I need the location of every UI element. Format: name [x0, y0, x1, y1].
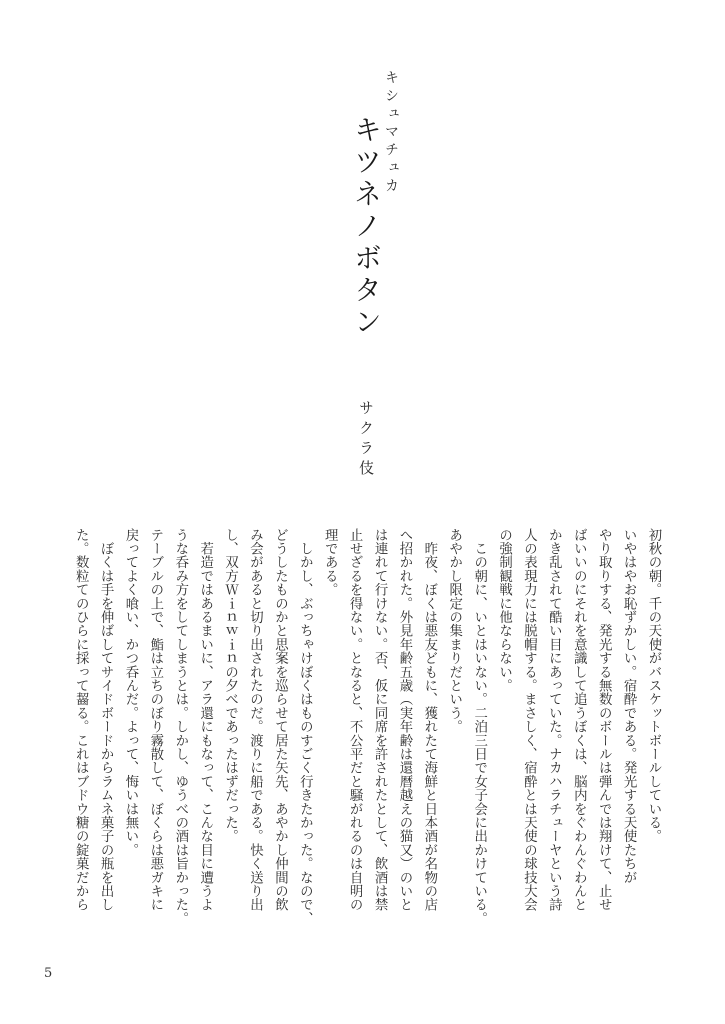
text-line: み会があると切り出されたのだ。渡りに船である。快く送り出	[247, 528, 263, 912]
text-line: 理である。	[322, 528, 338, 597]
text-line: テーブルの上で、鮨は立ちのぼり霧散して、ぼくらは悪ガキに	[147, 528, 163, 912]
page-number: 5	[44, 966, 53, 981]
text-line: 若造ではあるまいに、アラ還にもなって、こんな目に遭うよ	[197, 528, 213, 912]
text-line: いやはやお恥ずかしい。宿酔である。発光する天使たちが	[621, 528, 637, 885]
text-line: 戻ってよく喰い、かつ呑んだ。よって、悔いは無い。	[122, 528, 138, 857]
text-line: ばいいのにそれを意識して追うぼくは、脳内をぐわんぐわんと	[571, 528, 587, 912]
text-line: 人の表現力には脱帽する。まさしく、宿酔とは天使の球技大会	[521, 528, 537, 912]
author-name: サクラ伎	[357, 400, 375, 480]
text-line: の強制観戦に他ならない。	[496, 528, 512, 693]
text-line: この朝に、いとはいない。二泊三日で女子会に出かけている。	[471, 528, 487, 926]
text-line: しかし、ぶっちゃけぼくはものすごく行きたかった。なので、	[297, 528, 313, 926]
text-line: し、双方Ｗｉｎｗｉｎの夕べであったはずだった。	[222, 528, 238, 844]
body-text	[67, 528, 665, 968]
story-title: キツネノボタン	[350, 115, 383, 339]
text-line: た。数粒てのひらに採って齧る。これはブドウ糖の錠菓だから	[73, 528, 89, 912]
text-line: うな呑み方をしてしまうとは。しかし、ゆうべの酒は旨かった。	[172, 528, 188, 926]
text-line: 初秋の朝。千の天使がバスケットボールしている。	[646, 528, 661, 844]
text-line: かき乱されて酷い目にあっていた。ナカハラチューヤという詩	[546, 528, 562, 912]
subtitle: キシュマチュカ	[383, 70, 399, 196]
text-line: どうしたものかと思案を巡らせて居た矢先、あやかし仲間の飲	[272, 528, 288, 912]
text-line: 昨夜、ぼくは悪友どもに、獲れたて海鮮と日本酒が名物の店	[421, 528, 437, 912]
text-line: 止せざるを得ない。となると、不公平だと騒がれるのは自明の	[347, 528, 363, 912]
text-line: あやかし限定の集まりだという。	[446, 528, 462, 734]
text-line: へ招かれた。外見年齢五歳（実年齢は還暦越えの猫又）のいと	[396, 528, 412, 912]
text-line: ぼくは手を伸ばしてサイドボードからラムネ菓子の瓶を出し	[98, 528, 114, 912]
text-line: やり取りする、発光する無数のボールは弾んでは翔けて、止せ	[596, 528, 612, 912]
text-line: は連れて行けない。否、仮に同席を許されたとして、飲酒は禁	[372, 528, 388, 912]
